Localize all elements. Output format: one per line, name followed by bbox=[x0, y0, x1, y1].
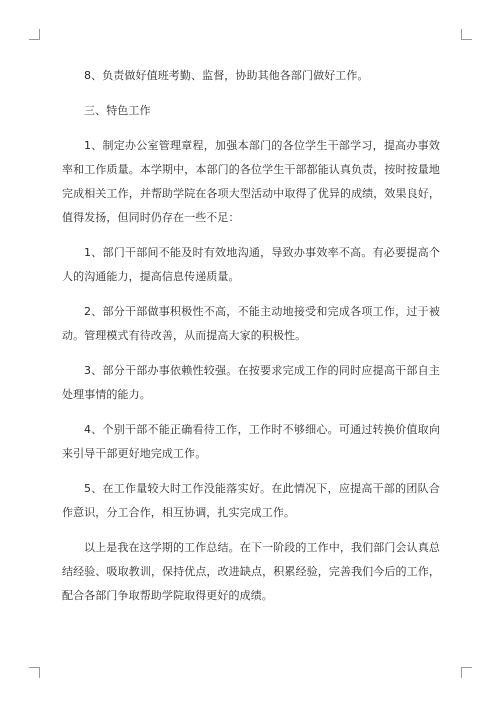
paragraph-issue-3: 3、部分干部办事依赖性较强。在按要求完成工作的同时应提高干部自主处理事情的能力。 bbox=[62, 364, 440, 401]
paragraph-summary: 以上是我在这学期的工作总结。在下一阶段的工作中，我们部门会认真总结经验、吸取教训，保持优点，改进缺点，积累经验，完善我们今后的工作，配合各部门争取帮助学院取得更好的成绩。 bbox=[62, 541, 440, 602]
paragraph-issue-5: 5、在工作量较大时工作没能落实好。在此情况下，应提高干部的团队合作意识，分工合作，相互协调，扎实完成工作。 bbox=[62, 482, 440, 519]
paragraph-duty-8: 8、负责做好值班考勤、监督，协助其他各部门做好工作。 bbox=[84, 69, 369, 82]
page-corner-mark-top-right bbox=[461, 29, 472, 40]
paragraph-issue-1: 1、部门干部间不能及时有效地沟通，导致办事效率不高。有必要提高个人的沟通能力，提高信息传递质量。 bbox=[62, 246, 440, 283]
page-corner-mark-bottom-left bbox=[29, 667, 40, 678]
page-corner-mark-bottom-right bbox=[461, 667, 472, 678]
paragraph-issue-2: 2、部分干部做事积极性不高，不能主动地接受和完成各项工作，过于被动。管理模式有待改善，从而提高大家的积极性。 bbox=[62, 305, 440, 342]
page-corner-mark-top-left bbox=[29, 29, 40, 40]
document-body bbox=[62, 64, 440, 619]
paragraph-feature-1: 1、制定办公室管理章程，加强本部门的各位学生干部学习，提高办事效率和工作质量。本学期中，本部门的各位学生干部都能认真负责，按时按量地完成相关工作，并帮助学院在各项大型活动中取得了优异的成绩，效果良好，值得发扬，但同时仍存在一些不足： bbox=[62, 139, 440, 224]
paragraph-issue-4: 4、个别干部不能正确看待工作，工作时不够细心。可通过转换价值取向来引导干部更好地完成工作。 bbox=[62, 423, 440, 460]
section-heading-features: 三、特色工作 bbox=[84, 104, 151, 117]
